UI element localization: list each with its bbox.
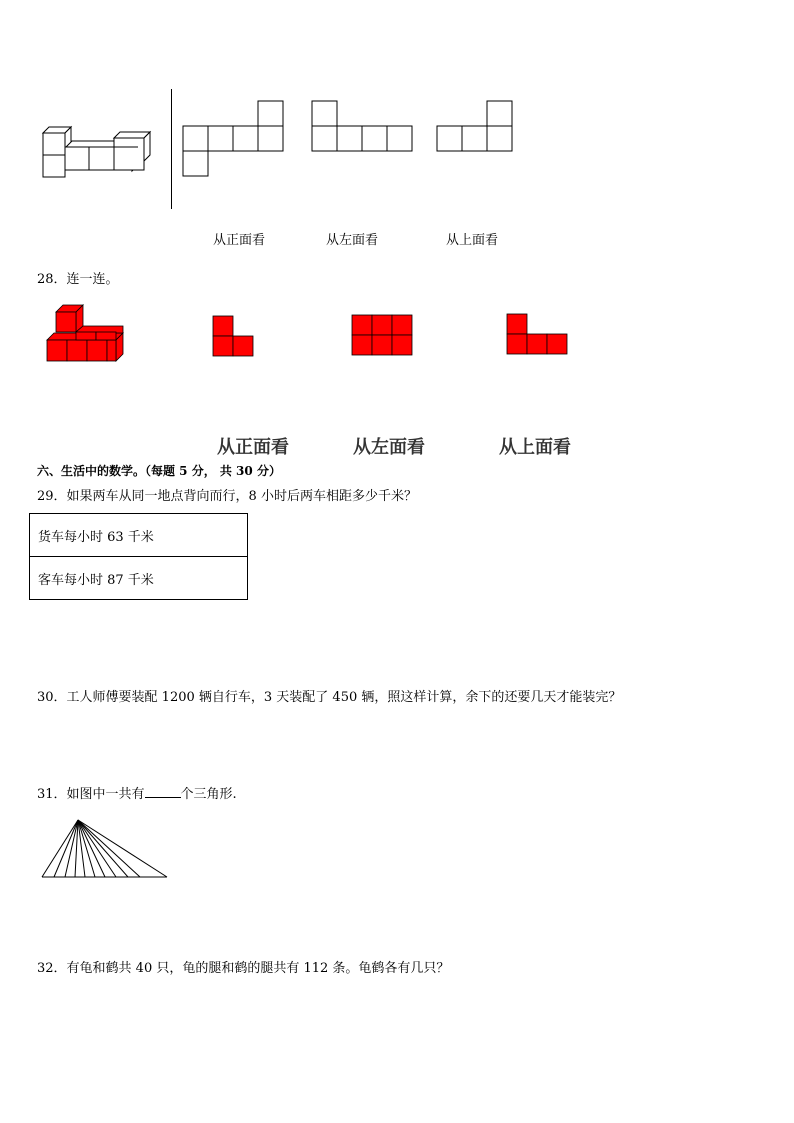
- q29-bus-speed: 客车每小时 87 千米: [30, 557, 248, 600]
- q27-label-left: 从左面看: [326, 233, 379, 248]
- table-row: [30, 514, 248, 557]
- q31-answer-blank: [145, 785, 181, 798]
- q29-info-table: [29, 513, 248, 600]
- q28-red-view-1: [212, 315, 255, 357]
- section-6-heading: 六、生活中的数学。（每题 5 分， 共 30 分）: [37, 464, 281, 478]
- q27-cube-solid: [40, 125, 155, 180]
- q29-text: 29．如果两车从同一地点背向而行，8 小时后两车相距多少千米？: [37, 489, 417, 504]
- q28-red-view-3: [506, 313, 568, 355]
- q28-label-front: 从正面看: [217, 437, 289, 458]
- q28-red-view-2: [351, 314, 413, 356]
- q30-text: 30．工人师傅要装配 1200 辆自行车，3 天装配了 450 辆，照这样计算，余下的还要几天才能装完？: [37, 690, 622, 705]
- q27-view-left: [311, 100, 414, 153]
- q27-label-top: 从上面看: [446, 233, 499, 248]
- table-row: [30, 557, 248, 600]
- q31-text-before: 31．如图中一共有: [37, 787, 145, 802]
- q31-triangle-fan-figure: [40, 818, 170, 880]
- q31-question: [37, 785, 237, 803]
- q27-divider-line: [171, 89, 172, 209]
- q28-red-cube-solid: [45, 302, 125, 364]
- q32-text: 32．有龟和鹤共 40 只，龟的腿和鹤的腿共有 112 条。龟鹤各有几只？: [37, 961, 450, 976]
- q28-label-top: 从上面看: [499, 437, 571, 458]
- q31-text-after: 个三角形.: [180, 787, 237, 802]
- q28-label-left: 从左面看: [353, 437, 425, 458]
- q28-title: 28．连一连。: [37, 272, 119, 287]
- q27-label-front: 从正面看: [213, 233, 266, 248]
- q27-view-front: [182, 100, 284, 178]
- q27-view-top: [436, 100, 513, 153]
- q29-truck-speed: 货车每小时 63 千米: [30, 514, 248, 557]
